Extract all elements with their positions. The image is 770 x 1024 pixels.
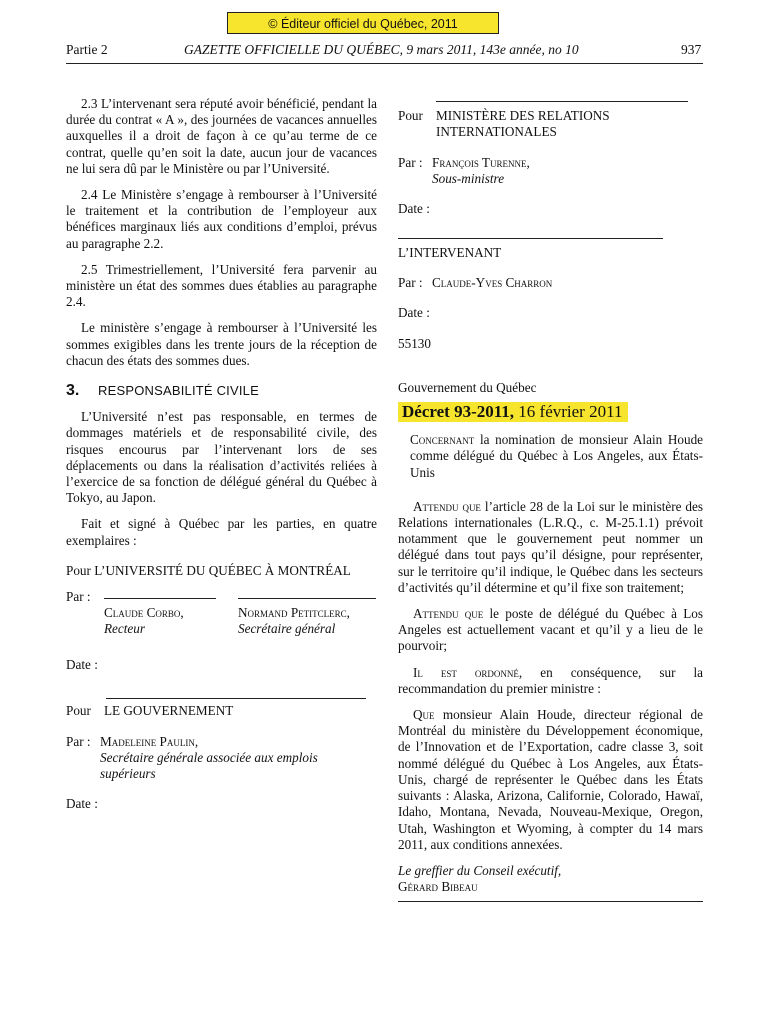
signatory-title: Secrétaire général <box>238 621 336 637</box>
signatory-name: François Turenne, <box>432 154 530 170</box>
ordonne-text: en conséquence, sur la recommandation du premier ministre : <box>398 664 704 696</box>
que-paragraph <box>398 707 703 853</box>
par-label: Par : <box>398 275 423 291</box>
signatory-title: Secrétaire générale associée aux emplois supérieurs <box>100 749 318 781</box>
decree-date: 16 février 2011 <box>518 402 623 422</box>
pour-uqam: Pour L’UNIVERSITÉ DU QUÉBEC À MONTRÉAL <box>66 562 351 578</box>
greffier-title: Le greffier du Conseil exécutif, <box>398 862 562 878</box>
ministere-name: MINISTÈRE DES RELATIONS INTERNATIONALES <box>436 108 610 140</box>
pour-label: Pour <box>66 703 91 719</box>
date-label: Date : <box>398 200 430 216</box>
date-label: Date : <box>398 305 430 321</box>
signature-line <box>104 590 216 599</box>
attendu-text: l’article 28 de la Loi sur le ministère des Relations internationales (L.R.Q., c. M-25.1.1) prévoit notamment que le gouvernement peut nommer un délégué dans tout pays qu’il désigne, pour représenter, sur le territoire qu’il indique, le Québec dans les secteurs d’activités qu’il détermine et qu’il fixe son traitement; <box>398 498 704 595</box>
decree-heading <box>398 402 628 422</box>
document-number: 55130 <box>398 335 431 351</box>
partie-label: Partie 2 <box>66 42 108 57</box>
attendu-2 <box>398 606 703 655</box>
signature-paulin <box>100 734 350 782</box>
signature-line <box>398 230 663 239</box>
par-label: Par : <box>398 154 423 170</box>
paragraph-2-3: 2.3 L’intervenant sera réputé avoir bénéficié, pendant la durée du contrat « A », des journées de vacances annuelles auxquelles il a droit de façon à ce qu’au terme de ce contrat, quelle qu’en soit la date, aucun jour de vacances ne lui sera dû par le Ministère ou par l’Université. <box>66 96 377 176</box>
section-number: 3. <box>66 382 80 400</box>
signatory-name: Claude Corbo, <box>104 605 184 621</box>
section-title: RESPONSABILITÉ CIVILE <box>98 383 259 399</box>
paragraph-remboursement: Le ministère s’engage à rembourser à l’Université les sommes exigibles dans les trente jours de la réception de chacun des états des sommes dues. <box>66 320 377 368</box>
paragraph-2-4: 2.4 Le Ministère s’engage à rembourser à l’Université le traitement et la contribution de l’employeur aux bénéfices marginaux liés aux conditions d’emploi, prévus au paragraphe 2.2. <box>66 187 377 251</box>
right-column <box>398 92 703 902</box>
signatory-title: Sous-ministre <box>432 170 505 186</box>
que-text: monsieur Alain Houde, directeur régional de Montréal du ministère du Développement économique, de l’Innovation et de l’Exportation, cadre classe 3, soit nommé délégué du Québec à Los Angeles, aux États-Unis, chargé de représenter le Québec dans les États suivants : Alaska, Arizona, Californie, Colorado, Hawaï, Idaho, Montana, Nevada, Nouveau-Mexique, Oregon, Utah, Washington et Wyoming, à compter du 14 mars 2011, aux conditions annexées. <box>398 707 703 852</box>
greffier-name: Gérard Bibeau <box>398 879 478 895</box>
pour-label: Pour <box>398 108 423 124</box>
signature-line-intervenant <box>398 229 703 245</box>
left-column <box>66 96 377 812</box>
date-label: Date : <box>66 795 98 811</box>
date-label: Date : <box>66 657 98 673</box>
ordonne <box>398 665 703 697</box>
signatory-name: Claude-Yves Charron <box>432 275 553 291</box>
par-label: Par : <box>66 589 91 605</box>
gazette-title: GAZETTE OFFICIELLE DU QUÉBEC, 9 mars 2011, 143e année, no 10 <box>184 42 579 57</box>
pour-ministere <box>398 108 703 140</box>
attendu-lead: Attendu que <box>413 498 481 514</box>
par-label: Par : <box>66 733 91 749</box>
ordonne-lead: Il est ordonné, <box>413 664 523 680</box>
signature-line-ministere <box>398 92 703 108</box>
section-heading <box>66 383 377 399</box>
end-rule <box>398 901 703 902</box>
header-rule <box>66 63 703 64</box>
paragraph-responsabilite: L’Université n’est pas responsable, en termes de dommages matériels et de responsabilité civile, des risques encourus par l’intervenant lors de ses déplacements ou dans la réalisation d’activités reliées à l’exercice de sa fonction de délégué général du Québec à Tokyo, au Japon. <box>66 409 377 506</box>
que-lead: Que <box>413 707 435 723</box>
gouvernement-quebec: Gouvernement du Québec <box>398 379 537 395</box>
signature-row-paulin <box>66 734 377 782</box>
signature-turenne <box>432 155 530 187</box>
page-number: 937 <box>681 42 702 57</box>
copyright-banner: © Éditeur officiel du Québec, 2011 <box>227 12 499 34</box>
pour-gouvernement <box>66 703 377 719</box>
signature-row-turenne <box>398 155 703 187</box>
paragraph-fait-signe: Fait et signé à Québec par les parties, en quatre exemplaires : <box>66 516 377 548</box>
signature-line <box>106 690 366 699</box>
signature-petitclerc <box>238 589 376 637</box>
attendu-1 <box>398 499 703 596</box>
signatory-title: Recteur <box>104 621 146 637</box>
signatory-name: Normand Petitclerc, <box>238 605 350 621</box>
attendu-text: le poste de délégué du Québec à Los Angeles est actuellement vacant et qu’il y a lieu de le pourvoir; <box>398 606 703 654</box>
concernant-lead: Concernant <box>410 432 475 448</box>
signature-corbo <box>104 589 238 637</box>
gouvernement-label: LE GOUVERNEMENT <box>104 703 234 719</box>
intervenant-label: L’INTERVENANT <box>398 245 502 261</box>
signature-row-charron <box>398 275 703 291</box>
attendu-lead: Attendu que <box>413 606 484 622</box>
signature-line <box>436 93 688 102</box>
signature-line <box>238 590 376 599</box>
concernant <box>398 432 703 481</box>
paragraph-2-5: 2.5 Trimestriellement, l’Université fera parvenir au ministère un état des sommes dues établies au paragraphe 2.4. <box>66 261 377 310</box>
decree-number: Décret 93-2011, <box>402 402 515 422</box>
signatory-name: Madeleine Paulin, <box>100 733 199 749</box>
concernant-text: la nomination de monsieur Alain Houde comme délégué du Québec à Los Angeles, aux États-Unis <box>410 432 704 480</box>
signature-row-uqam <box>66 589 377 637</box>
